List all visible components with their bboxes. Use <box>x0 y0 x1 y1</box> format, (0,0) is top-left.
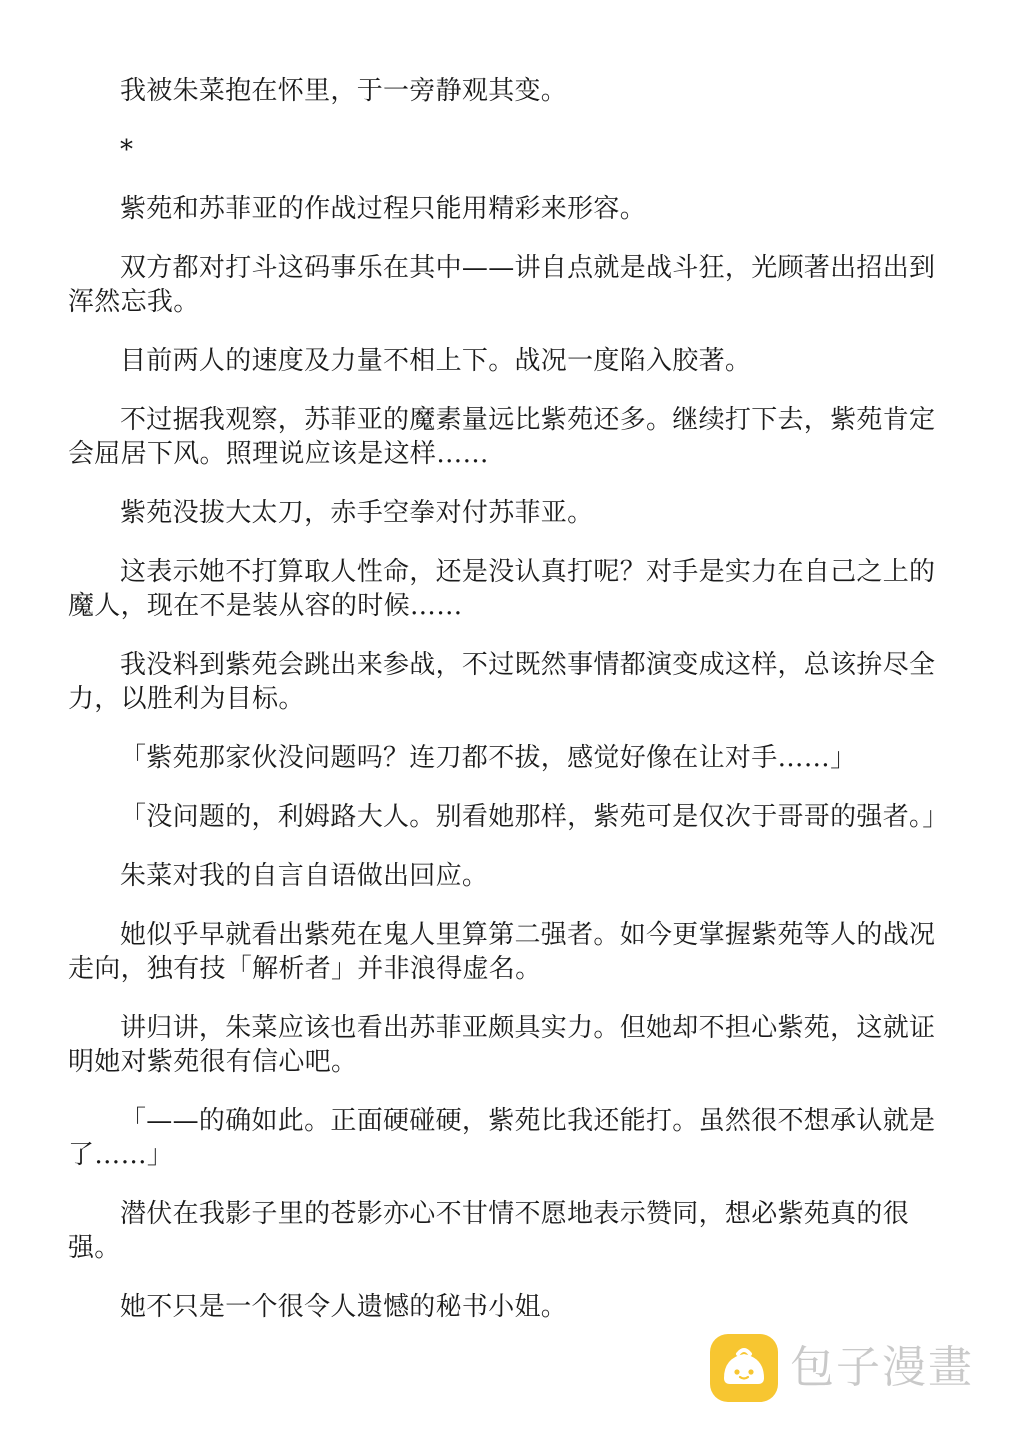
dialogue-line: 「没问题的，利姆路大人。别看她那样，紫苑可是仅次于哥哥的强者。」 <box>120 802 949 832</box>
watermark <box>708 1332 998 1408</box>
paragraph: 她不只是一个很令人遗憾的秘书小姐。 <box>120 1292 568 1322</box>
scene-break: * <box>120 135 134 165</box>
paragraph: 潜伏在我影子里的苍影亦心不甘情不愿地表示赞同，想必紫苑真的很强。 <box>68 1199 910 1263</box>
paragraph: 紫苑和苏菲亚的作战过程只能用精彩来形容。 <box>120 194 647 224</box>
paragraph: 双方都对打斗这码事乐在其中——讲自点就是战斗狂，光顾著出招出到浑然忘我。 <box>68 253 936 317</box>
paragraph: 紫苑没拔大太刀，赤手空拳对付苏菲亚。 <box>120 498 594 528</box>
paragraph: 目前两人的速度及力量不相上下。战况一度陷入胶著。 <box>120 346 752 376</box>
paragraph: 这表示她不打算取人性命，还是没认真打呢？对手是实力在自己之上的魔人，现在不是装从容的时候…… <box>68 557 936 621</box>
bun-logo-icon <box>708 1332 780 1404</box>
dialogue-line: 「紫苑那家伙没问题吗？连刀都不拔，感觉好像在让对手……」 <box>120 743 857 773</box>
paragraph: 我没料到紫苑会跳出来参战，不过既然事情都演变成这样，总该拚尽全力，以胜利为目标。 <box>68 650 936 714</box>
paragraph: 我被朱菜抱在怀里，于一旁静观其变。 <box>120 76 568 106</box>
watermark-text: 包子漫畫 <box>790 1342 974 1393</box>
paragraph: 她似乎早就看出紫苑在鬼人里算第二强者。如今更掌握紫苑等人的战况走向，独有技「解析者」并非浪得虚名。 <box>68 920 936 984</box>
paragraph: 不过据我观察，苏菲亚的魔素量远比紫苑还多。继续打下去，紫苑肯定会屈居下风。照理说应该是这样…… <box>68 405 936 469</box>
paragraph: 朱菜对我的自言自语做出回应。 <box>120 861 489 891</box>
novel-text-body <box>68 74 948 1349</box>
dialogue-line: 「——的确如此。正面硬碰硬，紫苑比我还能打。虽然很不想承认就是了……」 <box>68 1106 936 1170</box>
paragraph: 讲归讲，朱菜应该也看出苏菲亚颇具实力。但她却不担心紫苑，这就证明她对紫苑很有信心吧。 <box>68 1013 936 1077</box>
